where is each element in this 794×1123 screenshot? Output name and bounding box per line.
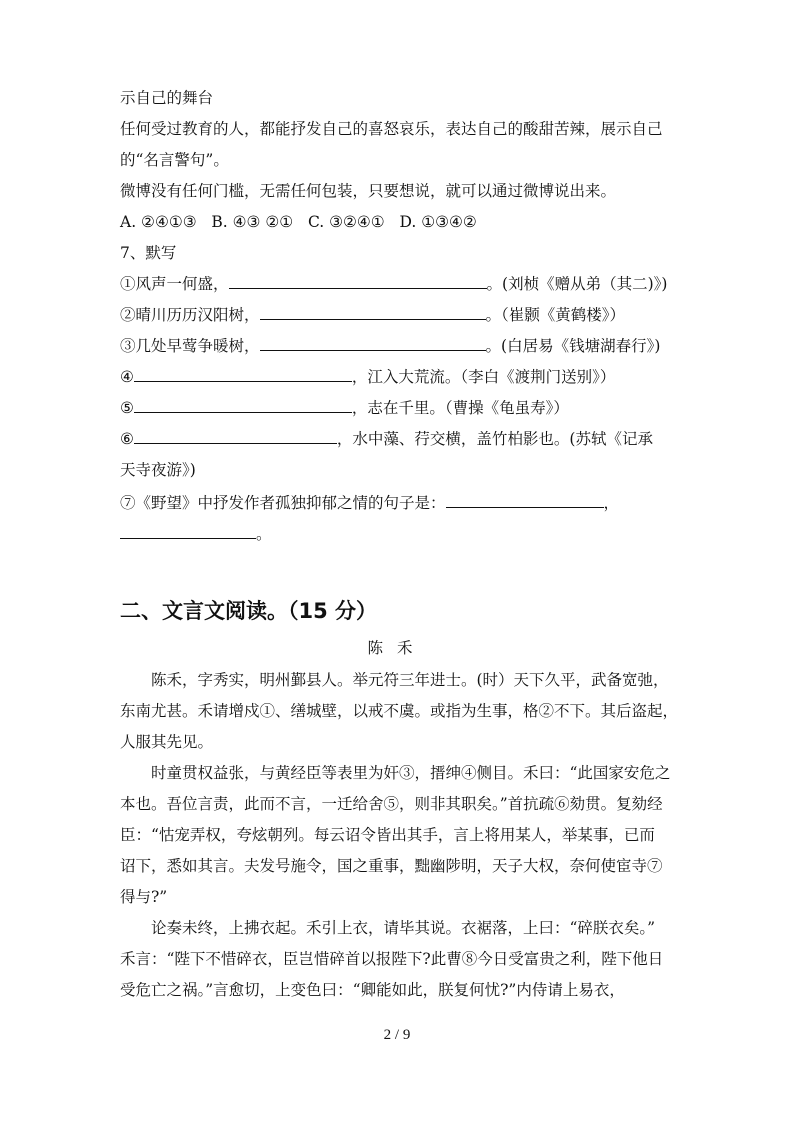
dictation-item	[120, 429, 680, 449]
dictation-item: 。	[120, 524, 680, 544]
passage-line: 论奏未终，上拂衣起。禾引上衣，请毕其说。衣裾落，上曰：“碎朕衣矣。”	[151, 919, 656, 937]
q6-options: A. ②④①③ B. ④③ ②① C. ③②④① D. ①③④②	[120, 213, 477, 231]
section-title: 二、文言文阅读。（15 分）	[120, 599, 378, 623]
dictation-item	[120, 274, 680, 294]
passage-title: 陈禾	[367, 639, 427, 657]
item-prompt: ⑥	[120, 430, 134, 448]
q7-title: 7、默写	[120, 244, 177, 262]
answer-blank[interactable]	[134, 367, 352, 382]
q6-line: 微博没有任何门槛，无需任何包装，只要想说，就可以通过微博说出来。	[120, 182, 617, 200]
item-source: ，江入大荒流。（李白《渡荆门送别》）	[351, 368, 616, 386]
item-prompt: ④	[120, 368, 134, 386]
dictation-item	[120, 367, 680, 387]
dictation-item-cont	[120, 460, 680, 480]
q6-line: 示自己的舞台	[120, 89, 214, 107]
item-prompt: ⑤	[120, 399, 134, 417]
item-prompt: ⑦《野望》中抒发作者孤独抑郁之情的句子是：	[120, 494, 446, 512]
passage-line: 诏下，悉如其言。夫发号施令，国之重事，黜幽陟明，天子大权，奈何使宦寺⑦	[120, 857, 663, 875]
passage-line: 人服其先见。	[120, 733, 214, 751]
q6-line: 的“名言警句”。	[120, 151, 229, 169]
passage-line: 得与?”	[120, 888, 168, 906]
passage-line: 时童贯权益张，与黄经臣等表里为奸③，搢绅④侧目。禾曰：“此国家安危之	[151, 764, 671, 782]
answer-blank[interactable]	[134, 398, 352, 413]
answer-blank[interactable]	[134, 429, 337, 444]
item-prompt: ①风声一何盛，	[120, 275, 229, 293]
page-number: 2 / 9	[383, 1027, 411, 1043]
item-source: 。(刘桢《赠从弟（其二)》)	[486, 275, 668, 293]
dictation-item: ⑦《野望》中抒发作者孤独抑郁之情的句子是： ，	[120, 494, 620, 512]
dictation-item	[120, 336, 680, 356]
dictation-item	[120, 398, 680, 418]
passage-line: 受危亡之祸。”言愈切，上变色曰：“卿能如此，朕复何忧?”内侍请上易衣，	[120, 981, 625, 999]
answer-blank[interactable]	[260, 336, 486, 351]
passage-line: 臣：“怙宠弄权，夸炫朝列。每云诏令皆出其手，言上将用某人，举某事，已而	[120, 826, 655, 844]
passage-line: 陈禾，字秀实，明州鄞县人。举元符三年进士。(时）天下久平，武备宽弛，	[151, 671, 669, 689]
item-prompt: ③几处早莺争暖树，	[120, 337, 260, 355]
passage-line: 东南尤甚。禾请增戍①、缮城壁，以戒不虞。或指为生事，格②不下。其后盗起，	[120, 702, 679, 720]
item-source: 。（崔颢《黄鹤楼》）	[485, 306, 626, 324]
answer-blank[interactable]	[229, 274, 487, 289]
passage-line: 本也。吾位言责，此而不言，一迁给舍⑤，则非其职矣。”首抗疏⑥劾贯。复劾经	[120, 795, 663, 813]
answer-blank[interactable]	[446, 493, 604, 508]
dictation-item	[120, 305, 680, 325]
item-source: 天寺夜游》)	[120, 461, 196, 479]
item-prompt: ②晴川历历汉阳树，	[120, 306, 260, 324]
answer-blank[interactable]	[120, 524, 256, 539]
item-source: ，水中藻、荇交横，盖竹柏影也。(苏轼《记承	[336, 430, 653, 448]
passage-line: 禾言：“陛下不惜碎衣，臣岂惜碎首以报陛下?此曹⑧今日受富贵之利，陛下他日	[120, 950, 664, 968]
item-source: ，志在千里。（曹操《龟虽寿》）	[351, 399, 569, 417]
item-source: 。(白居易《钱塘湖春行》)	[485, 337, 661, 355]
q6-line: 任何受过教育的人，都能抒发自己的喜怒哀乐，表达自己的酸甜苦辣，展示自己	[120, 120, 663, 138]
answer-blank[interactable]	[260, 305, 486, 320]
